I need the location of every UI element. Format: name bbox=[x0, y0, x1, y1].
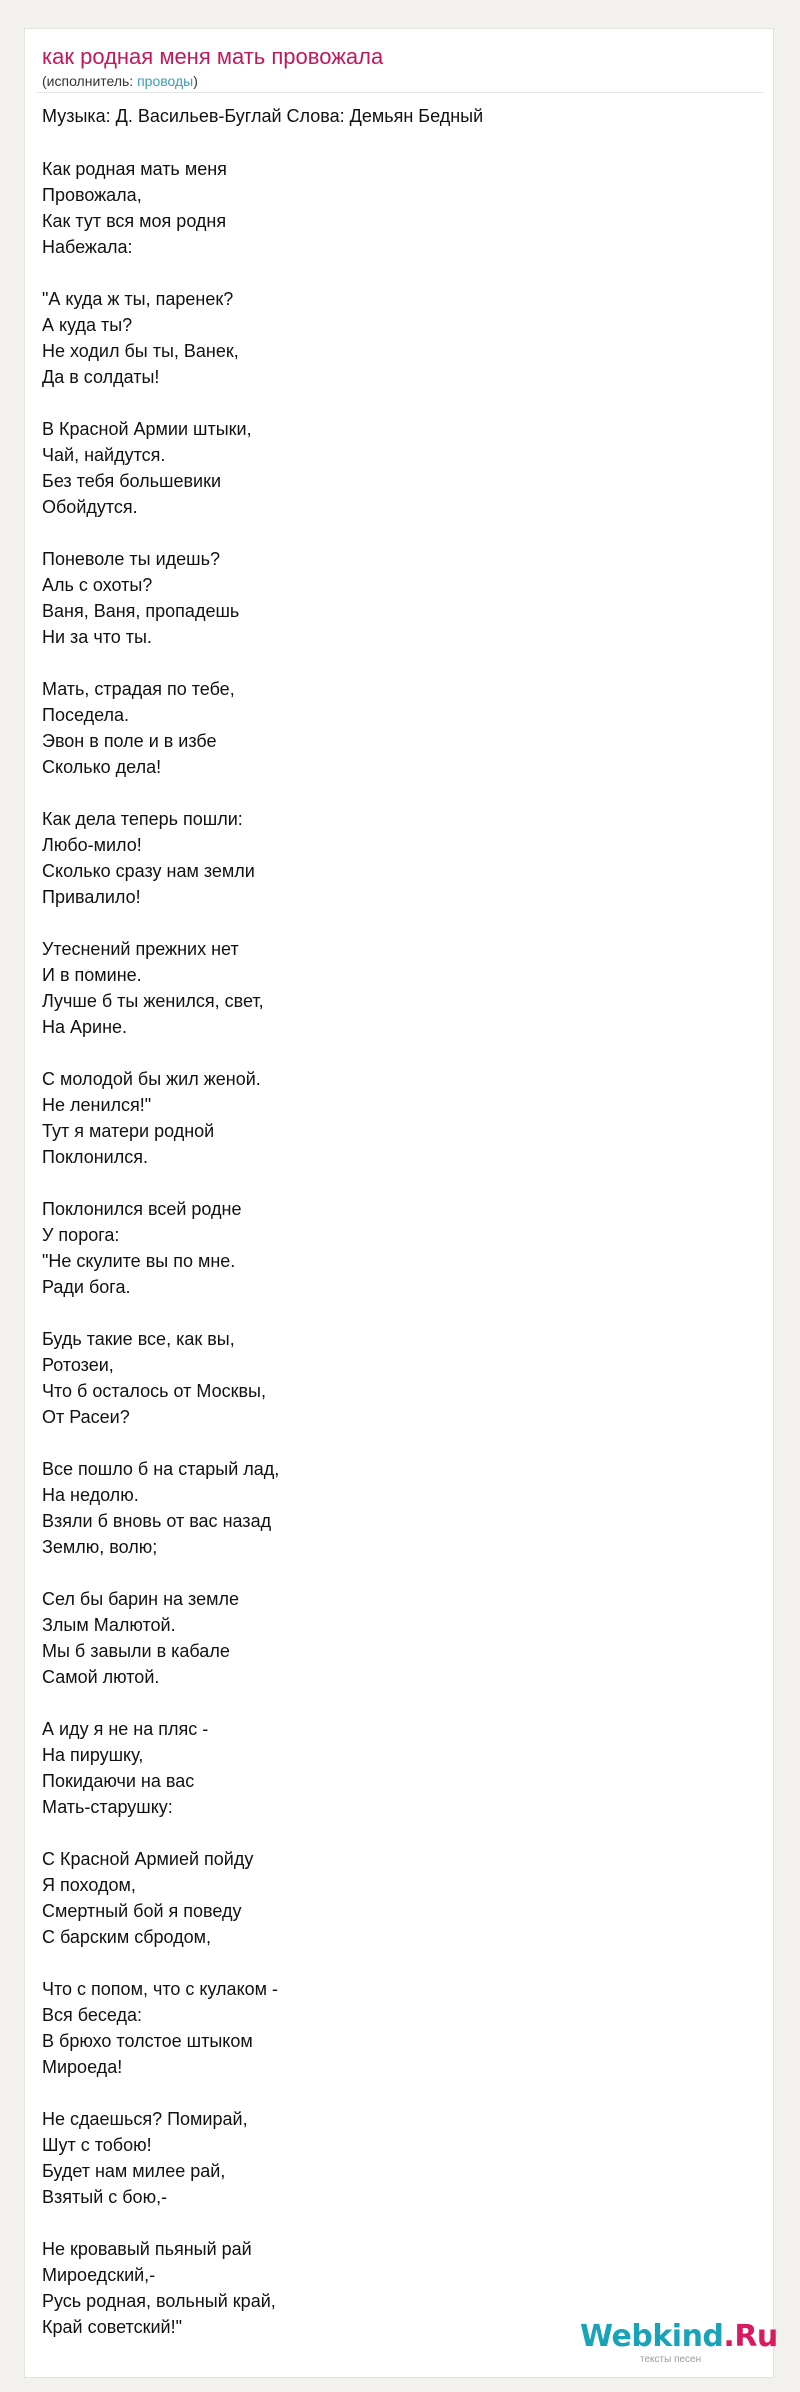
lyrics-line: Вся беседа: bbox=[42, 2005, 143, 2025]
lyrics-line: От Расеи? bbox=[42, 1407, 130, 1427]
lyrics-line: Мы б завыли в кабале bbox=[42, 1641, 230, 1661]
lyrics-line: Обойдутся. bbox=[42, 497, 138, 517]
lyrics-stanza bbox=[42, 1586, 642, 1690]
lyrics-line: Будь такие все, как вы, bbox=[42, 1329, 235, 1349]
byline-suffix: ) bbox=[193, 73, 198, 89]
lyrics-text bbox=[42, 156, 642, 2366]
lyrics-line: Взятый с бою,- bbox=[42, 2187, 168, 2207]
lyrics-line: Утеснений прежних нет bbox=[42, 939, 239, 959]
lyrics-stanza bbox=[42, 676, 642, 780]
lyrics-line: Как дела теперь пошли: bbox=[42, 809, 243, 829]
lyrics-stanza bbox=[42, 1066, 642, 1170]
lyrics-stanza bbox=[42, 1196, 642, 1300]
lyrics-stanza bbox=[42, 1716, 642, 1820]
artist-link[interactable]: проводы bbox=[137, 73, 194, 89]
lyrics-line: Мироеда! bbox=[42, 2057, 123, 2077]
lyrics-line: Как родная мать меня bbox=[42, 159, 227, 179]
lyrics-stanza bbox=[42, 1326, 642, 1430]
lyrics-line: Край советский!" bbox=[42, 2317, 182, 2337]
lyrics-line: Шут с тобою! bbox=[42, 2135, 152, 2155]
lyrics-line: Ради бога. bbox=[42, 1277, 131, 1297]
lyrics-stanza bbox=[42, 1976, 642, 2080]
lyrics-line: У порога: bbox=[42, 1225, 120, 1245]
lyrics-stanza bbox=[42, 2106, 642, 2210]
lyrics-line: Взяли б вновь от вас назад bbox=[42, 1511, 272, 1531]
song-credits: Музыка: Д. Васильев-Буглай Слова: Демьян Бедный bbox=[42, 106, 484, 126]
lyrics-line: С Красной Армией пойду bbox=[42, 1849, 254, 1869]
lyrics-stanza bbox=[42, 1846, 642, 1950]
lyrics-line: Тут я матери родной bbox=[42, 1121, 215, 1141]
lyrics-line: Как тут вся моя родня bbox=[42, 211, 227, 231]
lyrics-stanza bbox=[42, 156, 642, 260]
lyrics-line: Без тебя большевики bbox=[42, 471, 221, 491]
logo-wordmark bbox=[580, 2320, 778, 2354]
logo-tagline: тексты песен bbox=[640, 2354, 702, 2365]
lyrics-line: Самой лютой. bbox=[42, 1667, 160, 1687]
lyrics-stanza bbox=[42, 546, 642, 650]
lyrics-line: Поневоле ты идешь? bbox=[42, 549, 220, 569]
lyrics-line: Будет нам милее рай, bbox=[42, 2161, 226, 2181]
lyrics-line: С барским сбродом, bbox=[42, 1927, 212, 1947]
lyrics-line: Мать, страдая по тебе, bbox=[42, 679, 235, 699]
lyrics-line: Аль с охоты? bbox=[42, 575, 153, 595]
logo-name: Webkind bbox=[580, 2319, 724, 2354]
lyrics-line: Ваня, Ваня, пропадешь bbox=[42, 601, 240, 621]
artist-byline bbox=[42, 72, 198, 90]
lyrics-line: Провожала, bbox=[42, 185, 142, 205]
header-divider bbox=[36, 92, 764, 93]
site-logo[interactable] bbox=[580, 2320, 780, 2380]
lyrics-line: Любо-мило! bbox=[42, 835, 142, 855]
lyrics-line: Землю, волю; bbox=[42, 1537, 158, 1557]
lyrics-line: Сколько дела! bbox=[42, 757, 162, 777]
logo-tld: .Ru bbox=[723, 2319, 778, 2354]
lyrics-line: Что с попом, что с кулаком - bbox=[42, 1979, 279, 1999]
lyrics-line: Лучше б ты женился, свет, bbox=[42, 991, 264, 1011]
lyrics-line: В Красной Армии штыки, bbox=[42, 419, 252, 439]
lyrics-line: Не ходил бы ты, Ванек, bbox=[42, 341, 239, 361]
lyrics-line: Поклонился всей родне bbox=[42, 1199, 242, 1219]
lyrics-line: Злым Малютой. bbox=[42, 1615, 176, 1635]
lyrics-line: А иду я не на пляс - bbox=[42, 1719, 209, 1739]
lyrics-line: Не кровавый пьяный рай bbox=[42, 2239, 252, 2259]
lyrics-line: Русь родная, вольный край, bbox=[42, 2291, 276, 2311]
lyrics-line: С молодой бы жил женой. bbox=[42, 1069, 261, 1089]
lyrics-line: Ни за что ты. bbox=[42, 627, 152, 647]
lyrics-line: Ротозеи, bbox=[42, 1355, 114, 1375]
byline-prefix: (исполнитель: bbox=[42, 73, 138, 89]
page-title: как родная меня мать провожала bbox=[42, 44, 384, 69]
lyrics-line: Мироедский,- bbox=[42, 2265, 156, 2285]
lyrics-line: Эвон в поле и в избе bbox=[42, 731, 217, 751]
lyrics-stanza bbox=[42, 416, 642, 520]
lyrics-line: Не ленился!" bbox=[42, 1095, 152, 1115]
lyrics-line: Покидаючи на вас bbox=[42, 1771, 195, 1791]
lyrics-line: На пирушку, bbox=[42, 1745, 144, 1765]
lyrics-line: "А куда ж ты, паренек? bbox=[42, 289, 234, 309]
lyrics-line: На Арине. bbox=[42, 1017, 128, 1037]
lyrics-line: Что б осталось от Москвы, bbox=[42, 1381, 266, 1401]
lyrics-line: Поклонился. bbox=[42, 1147, 148, 1167]
lyrics-line: Сколько сразу нам земли bbox=[42, 861, 255, 881]
lyrics-line: И в помине. bbox=[42, 965, 142, 985]
lyrics-line: Чай, найдутся. bbox=[42, 445, 166, 465]
lyrics-stanza bbox=[42, 1456, 642, 1560]
lyrics-line: Смертный бой я поведу bbox=[42, 1901, 242, 1921]
lyrics-line: Поседела. bbox=[42, 705, 129, 725]
lyrics-line: Набежала: bbox=[42, 237, 133, 257]
lyrics-line: На недолю. bbox=[42, 1485, 139, 1505]
lyrics-stanza bbox=[42, 286, 642, 390]
lyrics-line: Сел бы барин на земле bbox=[42, 1589, 239, 1609]
lyrics-line: Мать-старушку: bbox=[42, 1797, 173, 1817]
lyrics-line: Все пошло б на старый лад, bbox=[42, 1459, 280, 1479]
lyrics-stanza bbox=[42, 936, 642, 1040]
lyrics-line: Я походом, bbox=[42, 1875, 136, 1895]
lyrics-stanza bbox=[42, 2236, 642, 2340]
lyrics-line: Не сдаешься? Помирай, bbox=[42, 2109, 248, 2129]
lyrics-line: В брюхо толстое штыком bbox=[42, 2031, 253, 2051]
lyrics-line: А куда ты? bbox=[42, 315, 133, 335]
lyrics-line: Да в солдаты! bbox=[42, 367, 160, 387]
lyrics-line: Привалило! bbox=[42, 887, 141, 907]
lyrics-stanza bbox=[42, 806, 642, 910]
lyrics-line: "Не скулите вы по мне. bbox=[42, 1251, 236, 1271]
